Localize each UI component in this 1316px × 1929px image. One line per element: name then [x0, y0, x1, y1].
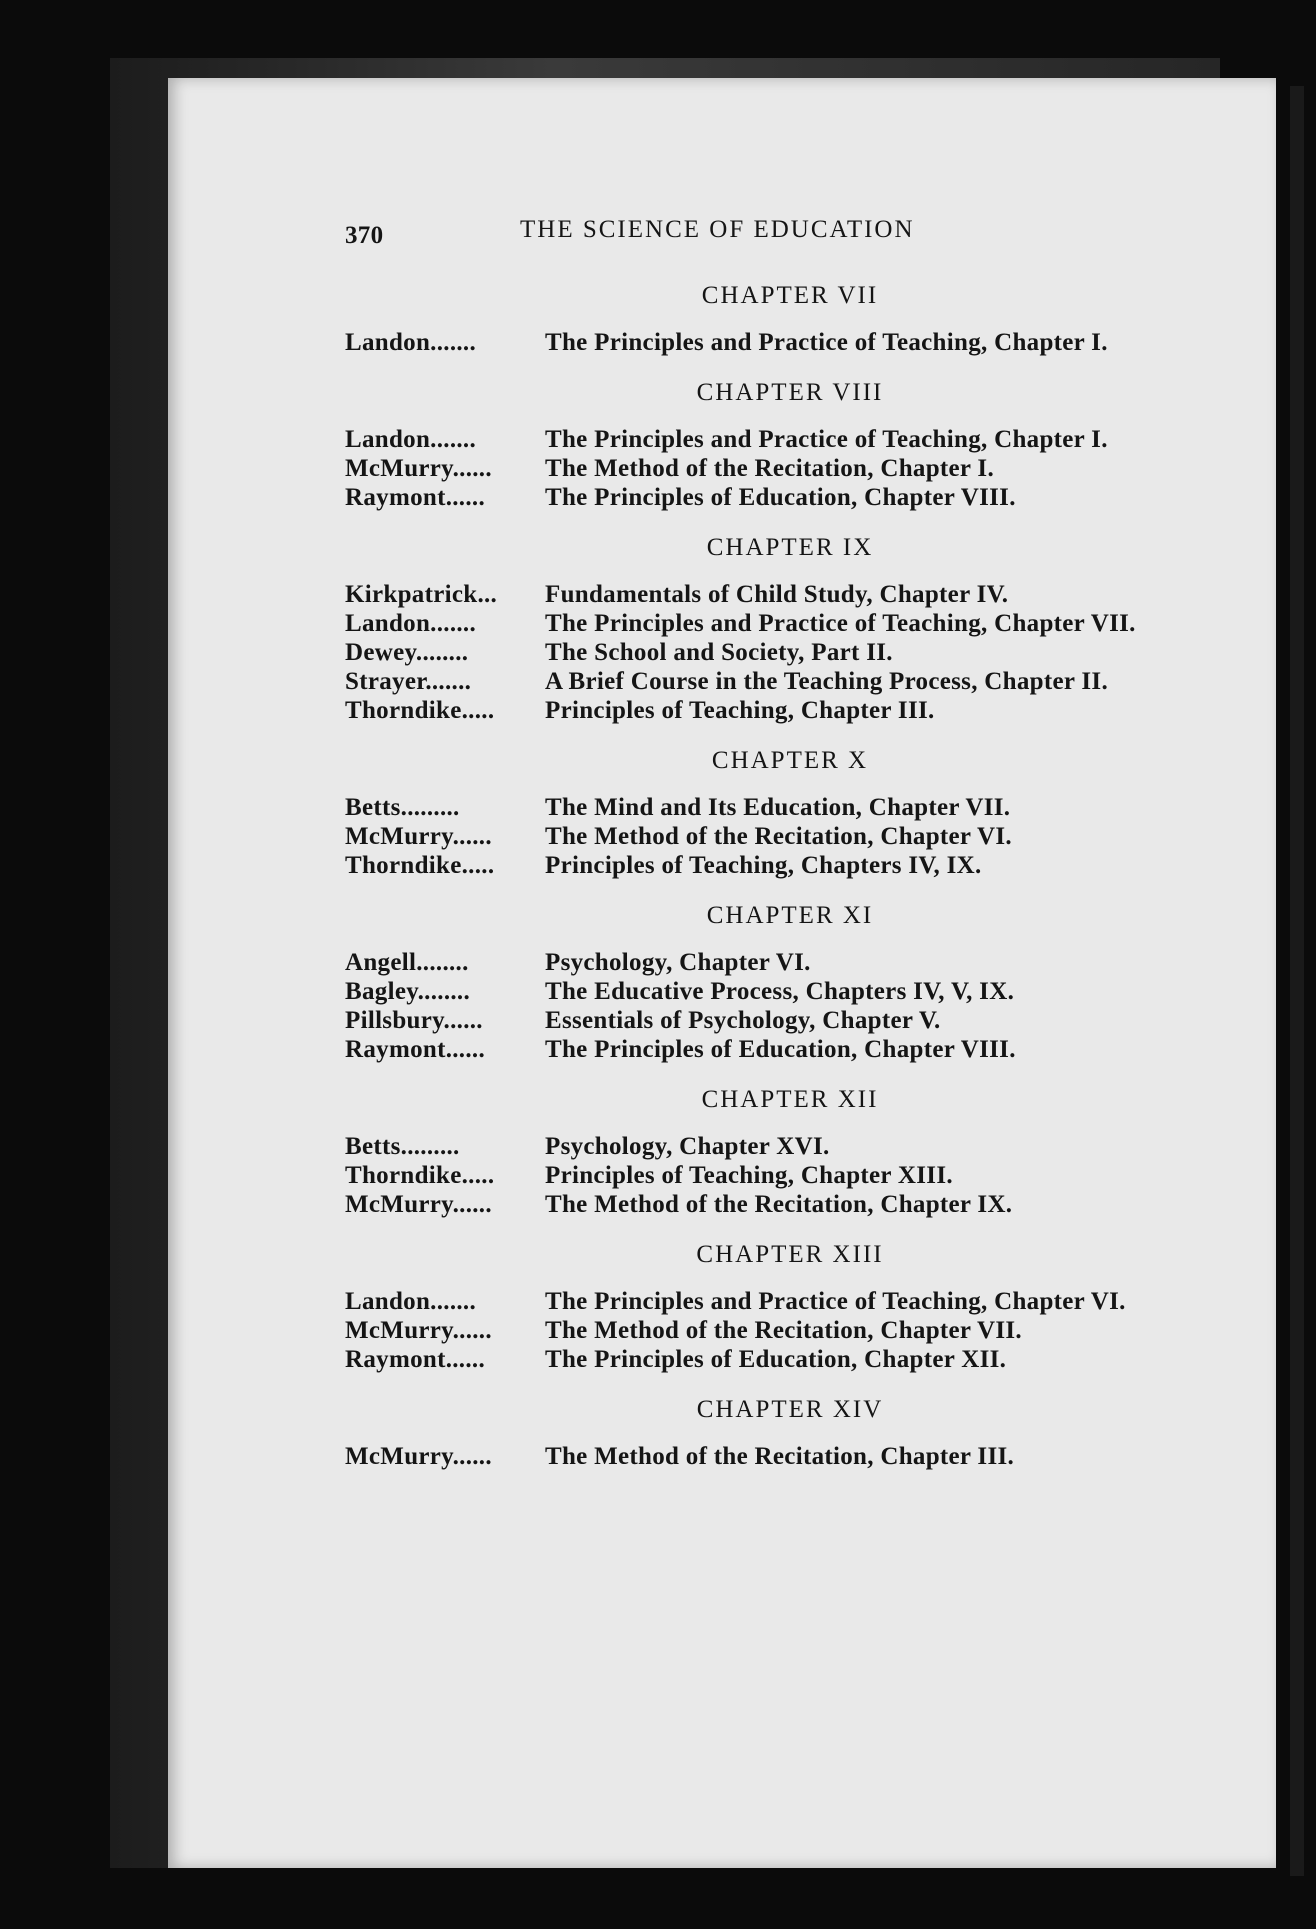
reference-entry — [345, 1287, 1175, 1316]
entry-work: The Educative Process, Chapters IV, V, IX. — [545, 978, 1015, 1005]
reference-entry — [345, 948, 1175, 977]
entry-work: The Principles of Education, Chapter XII. — [545, 1346, 1007, 1373]
chapter-heading: CHAPTER IX — [706, 534, 874, 561]
entry-author: Thorndike..... — [345, 852, 495, 879]
chapter-heading: CHAPTER XIV — [696, 1396, 884, 1423]
reference-entry — [345, 580, 1175, 609]
reference-entry — [345, 1442, 1175, 1471]
entry-author: Thorndike..... — [345, 697, 495, 724]
entry-author: McMurry...... — [345, 1191, 492, 1218]
entry-author: Thorndike..... — [345, 1162, 495, 1189]
entry-author: Landon....... — [345, 426, 477, 453]
chapter-heading: CHAPTER XII — [701, 1086, 879, 1113]
reference-entry — [345, 1035, 1175, 1064]
entry-author: Bagley........ — [345, 978, 471, 1005]
entry-author: Raymont...... — [345, 1346, 486, 1373]
reference-entry — [345, 454, 1175, 483]
reference-entry — [345, 1132, 1175, 1161]
entry-work: The Principles of Education, Chapter VIII. — [545, 1036, 1016, 1063]
entry-work: Psychology, Chapter VI. — [545, 949, 811, 976]
reference-entry — [345, 609, 1175, 638]
chapter-section — [345, 1086, 1175, 1219]
entry-work: The Method of the Recitation, Chapter VI. — [545, 823, 1012, 850]
entry-work: The Method of the Recitation, Chapter I. — [545, 455, 994, 482]
entry-author: Strayer....... — [345, 668, 472, 695]
entry-author: Raymont...... — [345, 1036, 486, 1063]
reference-entry — [345, 851, 1175, 880]
chapter-heading: CHAPTER VIII — [696, 379, 884, 406]
chapter-section — [345, 1396, 1175, 1471]
chapter-heading: CHAPTER VII — [701, 282, 879, 309]
chapter-section — [345, 1241, 1175, 1374]
entry-work: The Method of the Recitation, Chapter VII. — [545, 1317, 1022, 1344]
entry-work: The Method of the Recitation, Chapter IX. — [545, 1191, 1013, 1218]
entry-author: McMurry...... — [345, 1443, 492, 1470]
entry-author: McMurry...... — [345, 1317, 492, 1344]
entry-author: McMurry...... — [345, 823, 492, 850]
entry-work: Psychology, Chapter XVI. — [545, 1133, 830, 1160]
reference-entry — [345, 328, 1175, 357]
entry-work: The Principles and Practice of Teaching, Chapter I. — [545, 329, 1108, 356]
entry-work: The Method of the Recitation, Chapter III. — [545, 1443, 1015, 1470]
entry-work: Principles of Teaching, Chapter III. — [545, 697, 935, 724]
page-number: 370 — [345, 222, 384, 249]
entry-work: The Principles and Practice of Teaching, Chapter VI. — [545, 1288, 1126, 1315]
entry-work: The Mind and Its Education, Chapter VII. — [545, 794, 1011, 821]
running-title: THE SCIENCE OF EDUCATION — [520, 216, 915, 243]
entry-author: Angell........ — [345, 949, 469, 976]
reference-entry — [345, 1345, 1175, 1374]
entry-work: Principles of Teaching, Chapter XIII. — [545, 1162, 953, 1189]
entry-author: Landon....... — [345, 329, 477, 356]
entry-author: Pillsbury...... — [345, 1007, 483, 1034]
chapter-list — [345, 282, 1175, 1471]
chapter-heading: CHAPTER XIII — [696, 1241, 884, 1268]
entry-work: The School and Society, Part II. — [545, 639, 893, 666]
reference-entry — [345, 977, 1175, 1006]
reference-entry — [345, 1190, 1175, 1219]
reference-entry — [345, 1316, 1175, 1345]
entry-author: Raymont...... — [345, 484, 486, 511]
entry-work: A Brief Course in the Teaching Process, Chapter II. — [545, 668, 1108, 695]
entry-author: Betts......... — [345, 794, 460, 821]
chapter-section — [345, 379, 1175, 512]
entry-author: Landon....... — [345, 1288, 477, 1315]
entry-work: The Principles and Practice of Teaching, Chapter I. — [545, 426, 1108, 453]
chapter-heading: CHAPTER XI — [706, 902, 874, 929]
reference-entry — [345, 793, 1175, 822]
reference-entry — [345, 822, 1175, 851]
reference-entry — [345, 667, 1175, 696]
reference-entry — [345, 638, 1175, 667]
entry-work: The Principles and Practice of Teaching, Chapter VII. — [545, 610, 1136, 637]
reference-entry — [345, 483, 1175, 512]
entry-author: Dewey........ — [345, 639, 469, 666]
entry-author: Landon....... — [345, 610, 477, 637]
entry-author: Betts......... — [345, 1133, 460, 1160]
chapter-section — [345, 282, 1175, 357]
facing-page-edge — [1290, 86, 1304, 1876]
entry-work: Principles of Teaching, Chapters IV, IX. — [545, 852, 982, 879]
entry-author: McMurry...... — [345, 455, 492, 482]
chapter-section — [345, 747, 1175, 880]
reference-entry — [345, 696, 1175, 725]
reference-entry — [345, 1161, 1175, 1190]
page-content — [345, 212, 1175, 1471]
running-head — [345, 212, 1175, 260]
chapter-heading: CHAPTER X — [711, 747, 869, 774]
reference-entry — [345, 425, 1175, 454]
chapter-section — [345, 902, 1175, 1064]
reference-entry — [345, 1006, 1175, 1035]
entry-author: Kirkpatrick... — [345, 581, 498, 608]
entry-work: The Principles of Education, Chapter VIII. — [545, 484, 1016, 511]
entry-work: Essentials of Psychology, Chapter V. — [545, 1007, 941, 1034]
chapter-section — [345, 534, 1175, 725]
entry-work: Fundamentals of Child Study, Chapter IV. — [545, 581, 1009, 608]
